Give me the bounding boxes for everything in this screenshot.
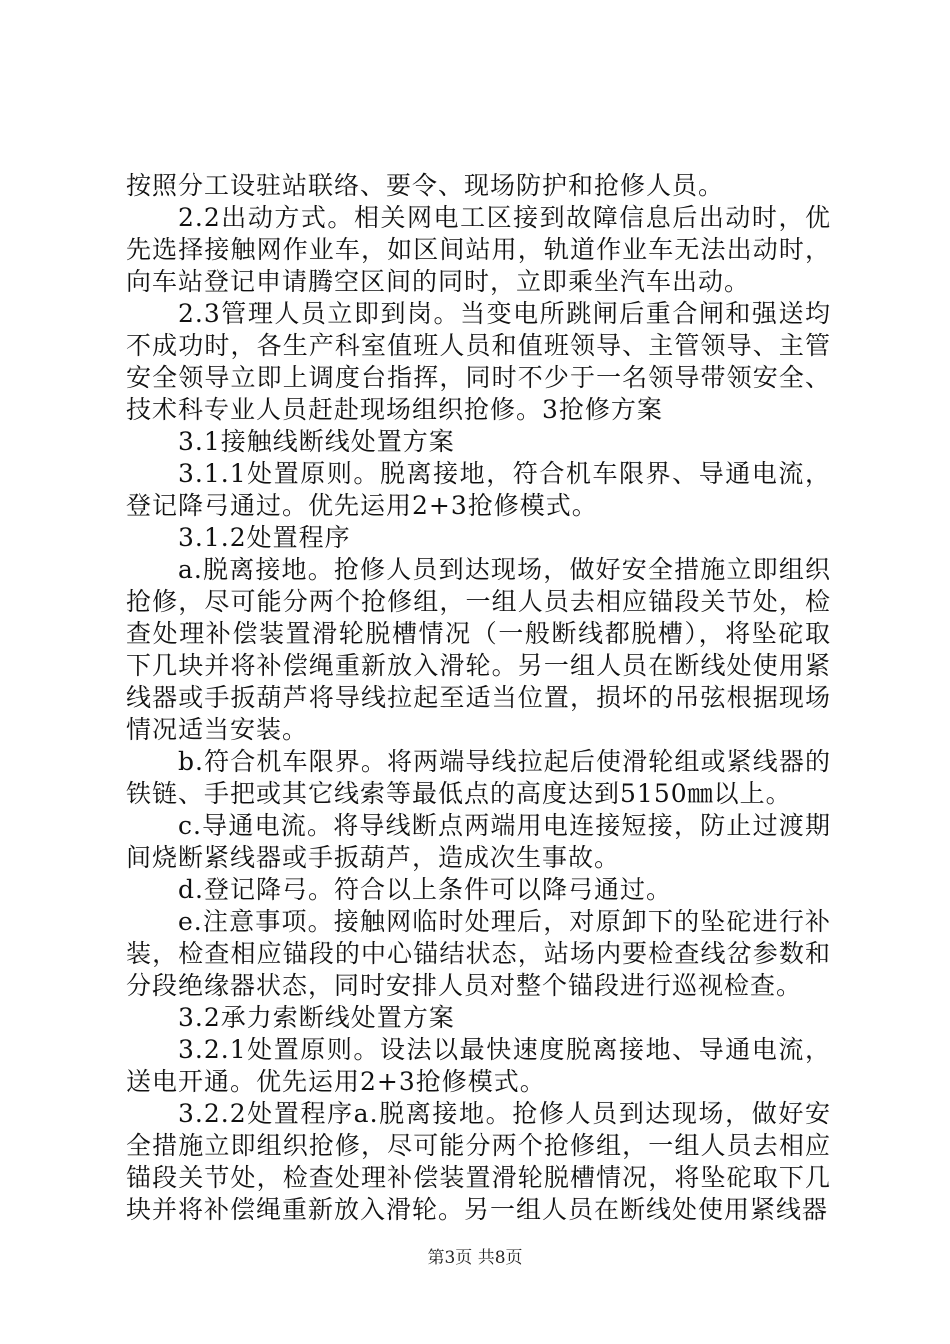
- paragraph: 3.2承力索断线处置方案: [178, 1003, 455, 1032]
- paragraph: 3.1.1处置原则。脱离接地，符合机车限界、导通电流，登记降弓通过。优先运用2+3抢修模式。: [126, 459, 831, 520]
- paragraph: 3.2.1处置原则。设法以最快速度脱离接地、导通电流，送电开通。优先运用2+3抢修模式。: [126, 1035, 831, 1096]
- paragraph: 按照分工设驻站联络、要令、现场防护和抢修人员。: [126, 171, 725, 200]
- paragraph: 3.1.2处置程序: [178, 523, 351, 552]
- page-footer: 第3页 共8页: [427, 1248, 523, 1268]
- paragraph: a.脱离接地。抢修人员到达现场，做好安全措施立即组织抢修，尽可能分两个抢修组，一组人员去相应锚段关节处，检查处理补偿装置滑轮脱槽情况（一般断线都脱槽），将坠砣取下几块并将补偿绳重新放入滑轮。另一组人员在断线处使用紧线器或手扳葫芦将导线拉起至适当位置，损坏的吊弦根据现场情况适当安装。: [126, 555, 831, 744]
- document-body: [126, 170, 831, 1226]
- paragraph: 3.2.2处置程序a.脱离接地。抢修人员到达现场，做好安全措施立即组织抢修，尽可能分两个抢修组，一组人员去相应锚段关节处，检查处理补偿装置滑轮脱槽情况，将坠砣取下几块并将补偿绳重新放入滑轮。另一组人员在断线处使用紧线器: [126, 1099, 831, 1224]
- paragraph: d.登记降弓。符合以上条件可以降弓通过。: [178, 875, 672, 904]
- paragraph: c.导通电流。将导线断点两端用电连接短接，防止过渡期间烧断紧线器或手扳葫芦，造成次生事故。: [126, 811, 831, 872]
- paragraph: 2.2出动方式。相关网电工区接到故障信息后出动时，优先选择接触网作业车，如区间站用，轨道作业车无法出动时，向车站登记申请腾空区间的同时，立即乘坐汽车出动。: [126, 203, 831, 296]
- paragraph: 3.1接触线断线处置方案: [178, 427, 455, 456]
- paragraph: e.注意事项。接触网临时处理后，对原卸下的坠砣进行补装，检查相应锚段的中心锚结状态，站场内要检查线岔参数和分段绝缘器状态，同时安排人员对整个锚段进行巡视检查。: [126, 907, 831, 1000]
- paragraph: 2.3管理人员立即到岗。当变电所跳闸后重合闸和强送均不成功时，各生产科室值班人员和值班领导、主管领导、主管安全领导立即上调度台指挥，同时不少于一名领导带领安全、技术科专业人员赶赴现场组织抢修。3抢修方案: [126, 299, 831, 424]
- paragraph: b.符合机车限界。将两端导线拉起后使滑轮组或紧线器的铁链、手把或其它线索等最低点的高度达到5150㎜以上。: [126, 747, 831, 808]
